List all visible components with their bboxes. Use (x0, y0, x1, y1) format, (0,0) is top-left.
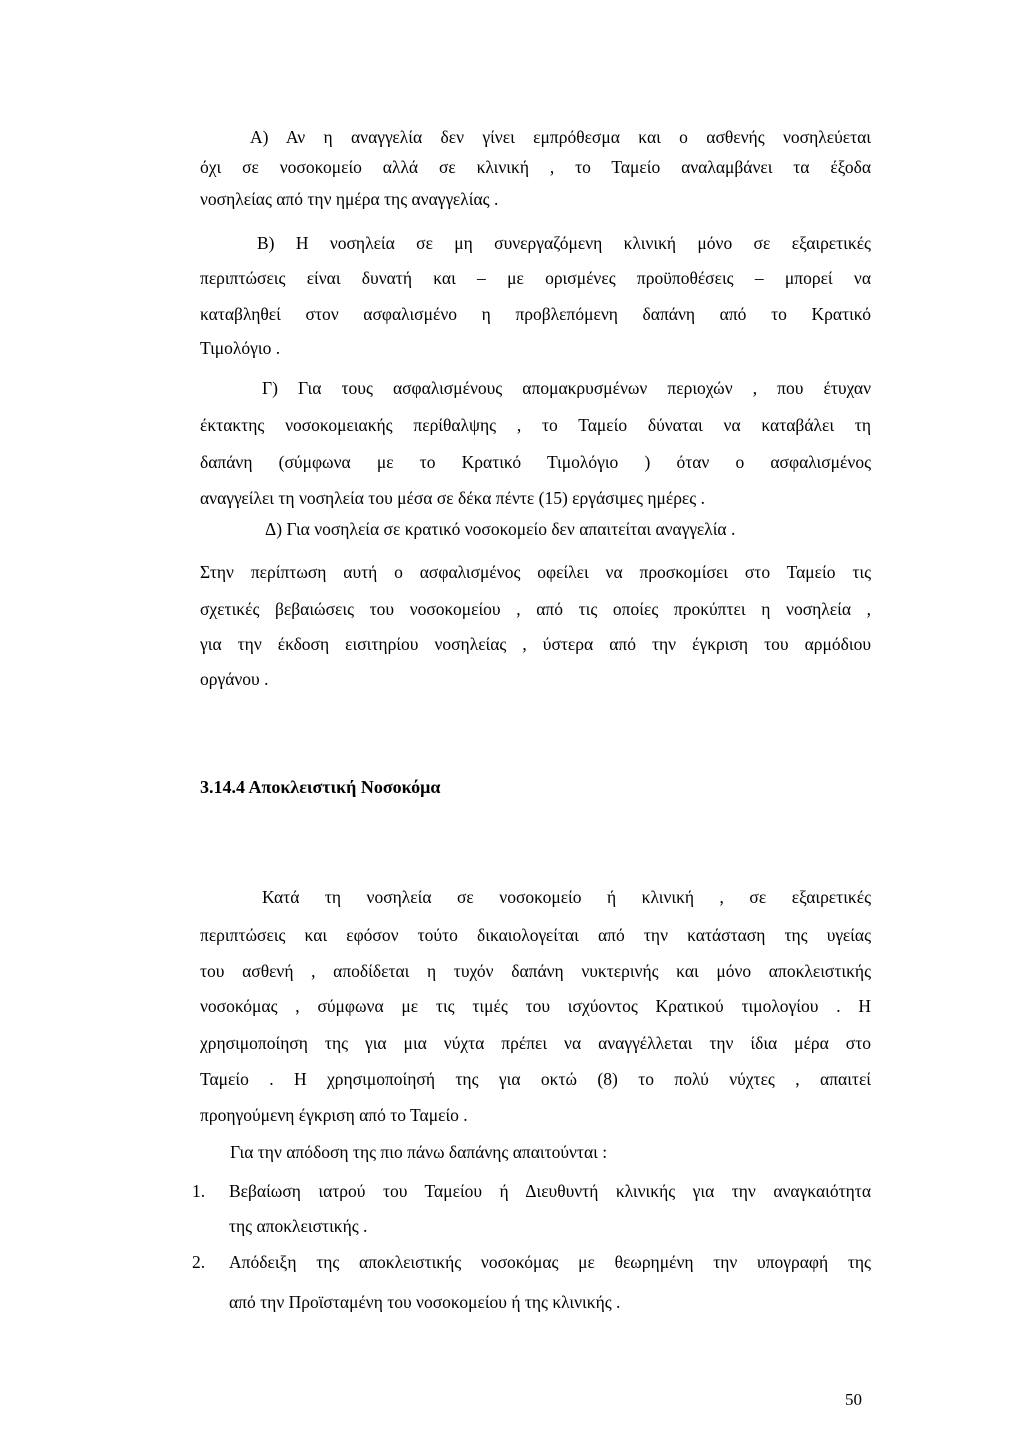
list-item-2-line-2: από την Προϊσταμένη του νοσοκομείου ή της κλινικής . (229, 1292, 621, 1312)
list-item-1-line-1: Βεβαίωση ιατρού του Ταμείου ή Διευθυντή κλινικής για την αναγκαιότητα (229, 1181, 871, 1201)
section-2-line-6: Ταμείο . Η χρησιμοποίησή της για οκτώ (8) το πολύ νύχτες , απαιτεί (200, 1069, 871, 1089)
list-item-1-line-2: της αποκλειστικής . (229, 1216, 368, 1236)
paragraph-a-line-3: νοσηλείας από την ημέρα της αναγγελίας . (200, 189, 499, 209)
section-2-line-7: προηγούμενη έγκριση από το Ταμείο . (200, 1105, 468, 1125)
paragraph-c-line-1: Γ) Για τους ασφαλισμένους απομακρυσμένων περιοχών , που έτυχαν (262, 378, 871, 398)
section-2-line-4: νοσοκόμας , σύμφωνα με τις τιμές του ισχύοντος Κρατικού τιμολογίου . Η (200, 996, 871, 1016)
paragraph-a-line-2: όχι σε νοσοκομείο αλλά σε κλινική , το Ταμείο αναλαμβάνει τα έξοδα (200, 157, 871, 177)
list-item-2-line-1: Απόδειξη της αποκλειστικής νοσοκόμας με θεωρημένη την υπογραφή της (229, 1252, 871, 1272)
paragraph-b-line-2: περιπτώσεις είναι δυνατή και – με ορισμένες προϋποθέσεις – μπορεί να (200, 268, 871, 288)
paragraph-d-line-4: για την έκδοση εισιτηρίου νοσηλείας , ύστερα από την έγκριση του αρμόδιου (200, 634, 871, 654)
paragraph-d-line-1: Δ) Για νοσηλεία σε κρατικό νοσοκομείο δεν απαιτείται αναγγελία . (265, 519, 736, 539)
page-number: 50 (845, 1390, 862, 1409)
paragraph-a-line-1: Α) Αν η αναγγελία δεν γίνει εμπρόθεσμα και ο ασθενής νοσηλεύεται (250, 127, 871, 147)
section-2-line-1: Κατά τη νοσηλεία σε νοσοκομείο ή κλινική , σε εξαιρετικές (262, 887, 871, 907)
section-2-line-8: Για την απόδοση της πιο πάνω δαπάνης απαιτούνται : (230, 1142, 608, 1162)
list-item-1-number: 1. (192, 1181, 206, 1201)
paragraph-d-line-3: σχετικές βεβαιώσεις του νοσοκομείου , από τις οποίες προκύπτει η νοσηλεία , (200, 599, 871, 619)
paragraph-c-line-4: αναγγείλει τη νοσηλεία του μέσα σε δέκα πέντε (15) εργάσιμες ημέρες . (200, 488, 705, 508)
list-item-2-number: 2. (192, 1252, 206, 1272)
section-2-line-5: χρησιμοποίηση της για μια νύχτα πρέπει να αναγγέλλεται την ίδια μέρα στο (200, 1033, 871, 1053)
paragraph-d-line-2: Στην περίπτωση αυτή ο ασφαλισμένος οφείλει να προσκομίσει στο Ταμείο τις (200, 562, 871, 582)
paragraph-d-line-5: οργάνου . (200, 669, 269, 689)
paragraph-c-line-2: έκτακτης νοσοκομειακής περίθαλψης , το Ταμείο δύναται να καταβάλει τη (200, 415, 871, 435)
section-2-line-3: του ασθενή , αποδίδεται η τυχόν δαπάνη νυκτερινής και μόνο αποκλειστικής (200, 961, 871, 981)
paragraph-b-line-1: Β) Η νοσηλεία σε μη συνεργαζόμενη κλινική μόνο σε εξαιρετικές (257, 233, 871, 253)
paragraph-b-line-4: Τιμολόγιο . (200, 338, 281, 358)
section-heading: 3.14.4 Αποκλειστική Νοσοκόμα (200, 777, 441, 797)
section-2-line-2: περιπτώσεις και εφόσον τούτο δικαιολογείται από την κατάσταση της υγείας (200, 925, 871, 945)
paragraph-c-line-3: δαπάνη (σύμφωνα με το Κρατικό Τιμολόγιο ) όταν ο ασφαλισμένος (200, 452, 871, 472)
paragraph-b-line-3: καταβληθεί στον ασφαλισμένο η προβλεπόμενη δαπάνη από το Κρατικό (200, 304, 871, 324)
